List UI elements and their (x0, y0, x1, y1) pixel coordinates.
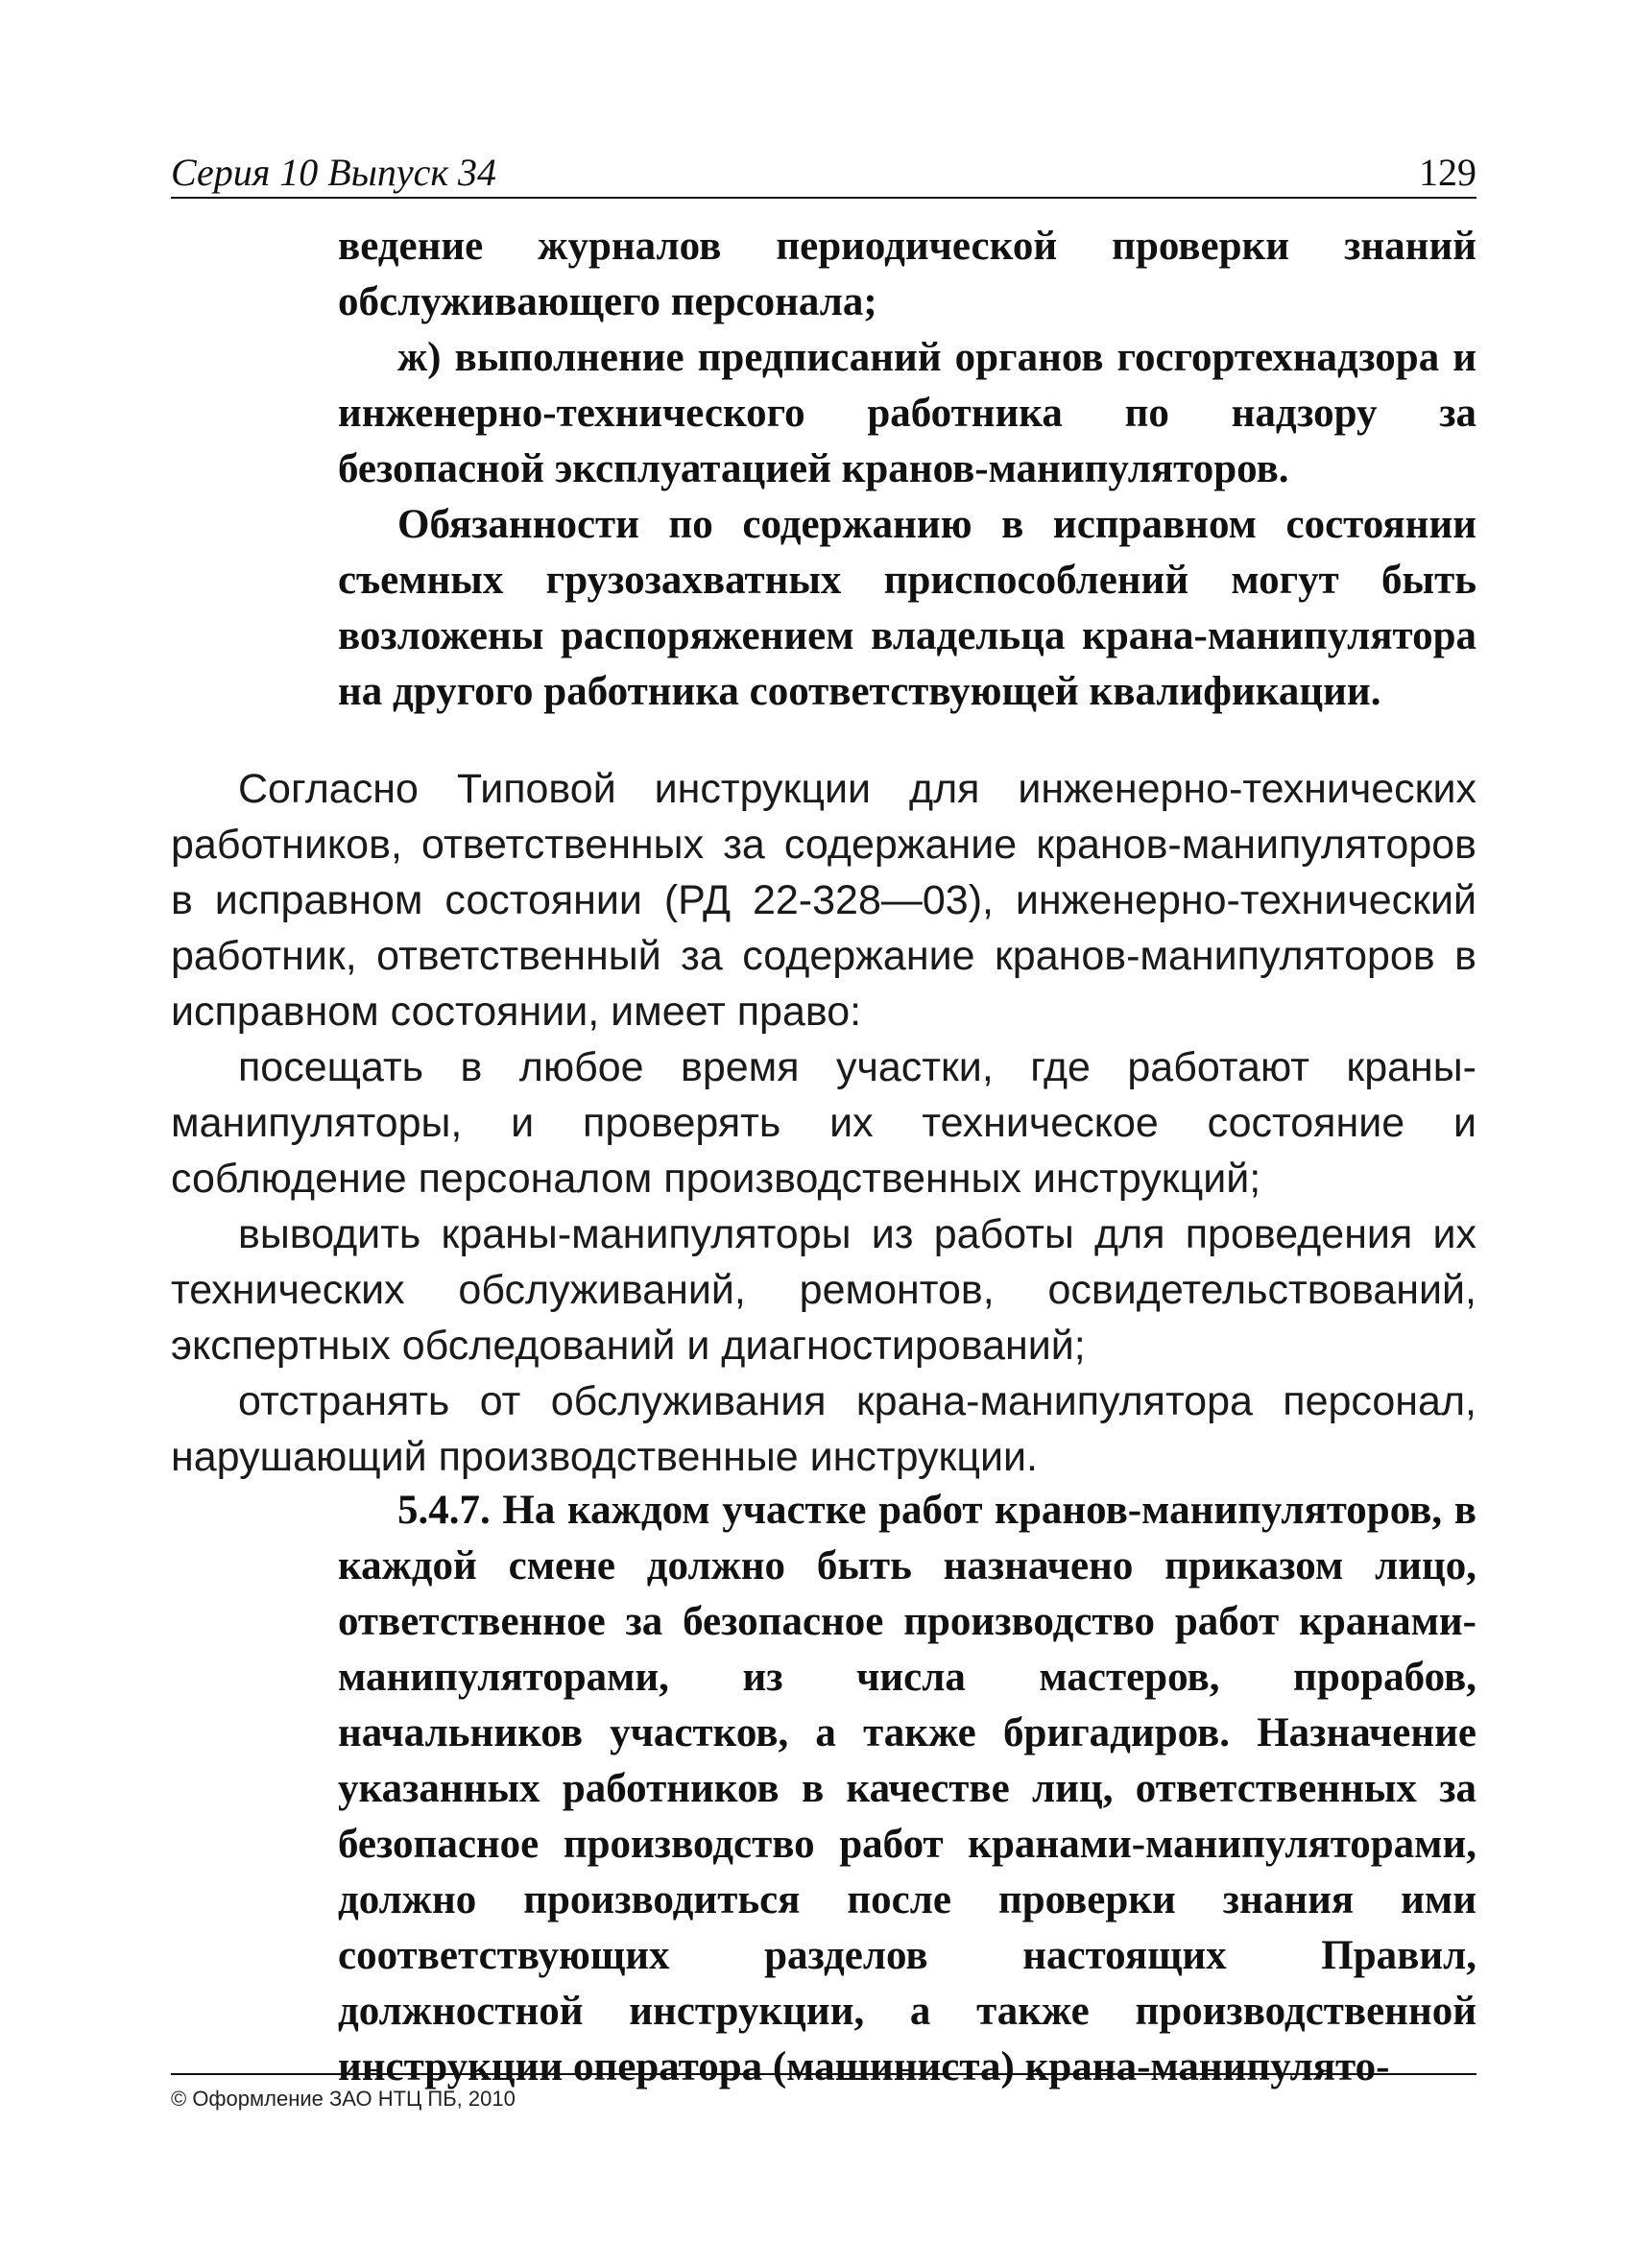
paragraph: Обязанности по содержанию в исправном состоянии съемных грузозахватных приспособлений могут быть возложены распоряжением владельца крана-манипулятора на другого работника соответствующей квалификации. (338, 502, 1476, 714)
regular-text-block (171, 761, 1476, 1485)
series-label: Серия 10 Выпуск 34 (171, 151, 497, 194)
paragraph: ведение журналов периодической проверки знаний обслуживающего персонала; (338, 224, 1476, 324)
paragraph: Согласно Типовой инструкции для инженерно-технических работников, ответственных за содержание кранов-манипуляторов в исправном состоянии (РД 22-328—03), инженерно-технический работник, ответственный за содержание кранов-манипуляторов в исправном состоянии, имеет право: (171, 766, 1476, 1035)
page-number: 129 (1419, 151, 1476, 194)
copyright-footer: © Оформление ЗАО НТЦ ПБ, 2010 (171, 2087, 516, 2111)
footer-divider (171, 2073, 1476, 2075)
paragraph: ж) выполнение предписаний органов госгортехнадзора и инженерно-технического работника по надзору за безопасной эксплуатацией кранов-манипуляторов. (338, 335, 1476, 491)
bold-text-block-top (338, 219, 1476, 720)
page-header (171, 144, 1476, 198)
paragraph: выводить краны-манипуляторы из работы для проведения их технических обслуживаний, ремонтов, освидетельствований, экспертных обследований и диагностирований; (171, 1211, 1476, 1369)
section-5-4-7-paragraph: 5.4.7. На каждом участке работ кранов-манипуляторов, в каждой смене должно быть назначено приказом лицо, ответственное за безопасное производство работ кранами-манипуляторами, из числа мастеров, прорабов, начальников участков, а также бригадиров. Назначение указанных работников в качестве лиц, ответственных за безопасное производство работ кранами-манипуляторами, должно производиться после проверки знания ими соответствующих разделов настоящих Правил, должностной инструкции, а также производственной инструкции оператора (машиниста) крана-манипулято- (338, 1488, 1476, 2089)
paragraph: посещать в любое время участки, где работают краны-манипуляторы, и проверять их техническое состояние и соблюдение персоналом производственных инструкций; (171, 1044, 1476, 1202)
paragraph: отстранять от обслуживания крана-манипулятора персонал, нарушающий производственные инструкции. (171, 1378, 1476, 1480)
bold-text-block-bottom (338, 1483, 1476, 2095)
header-divider (171, 197, 1476, 199)
